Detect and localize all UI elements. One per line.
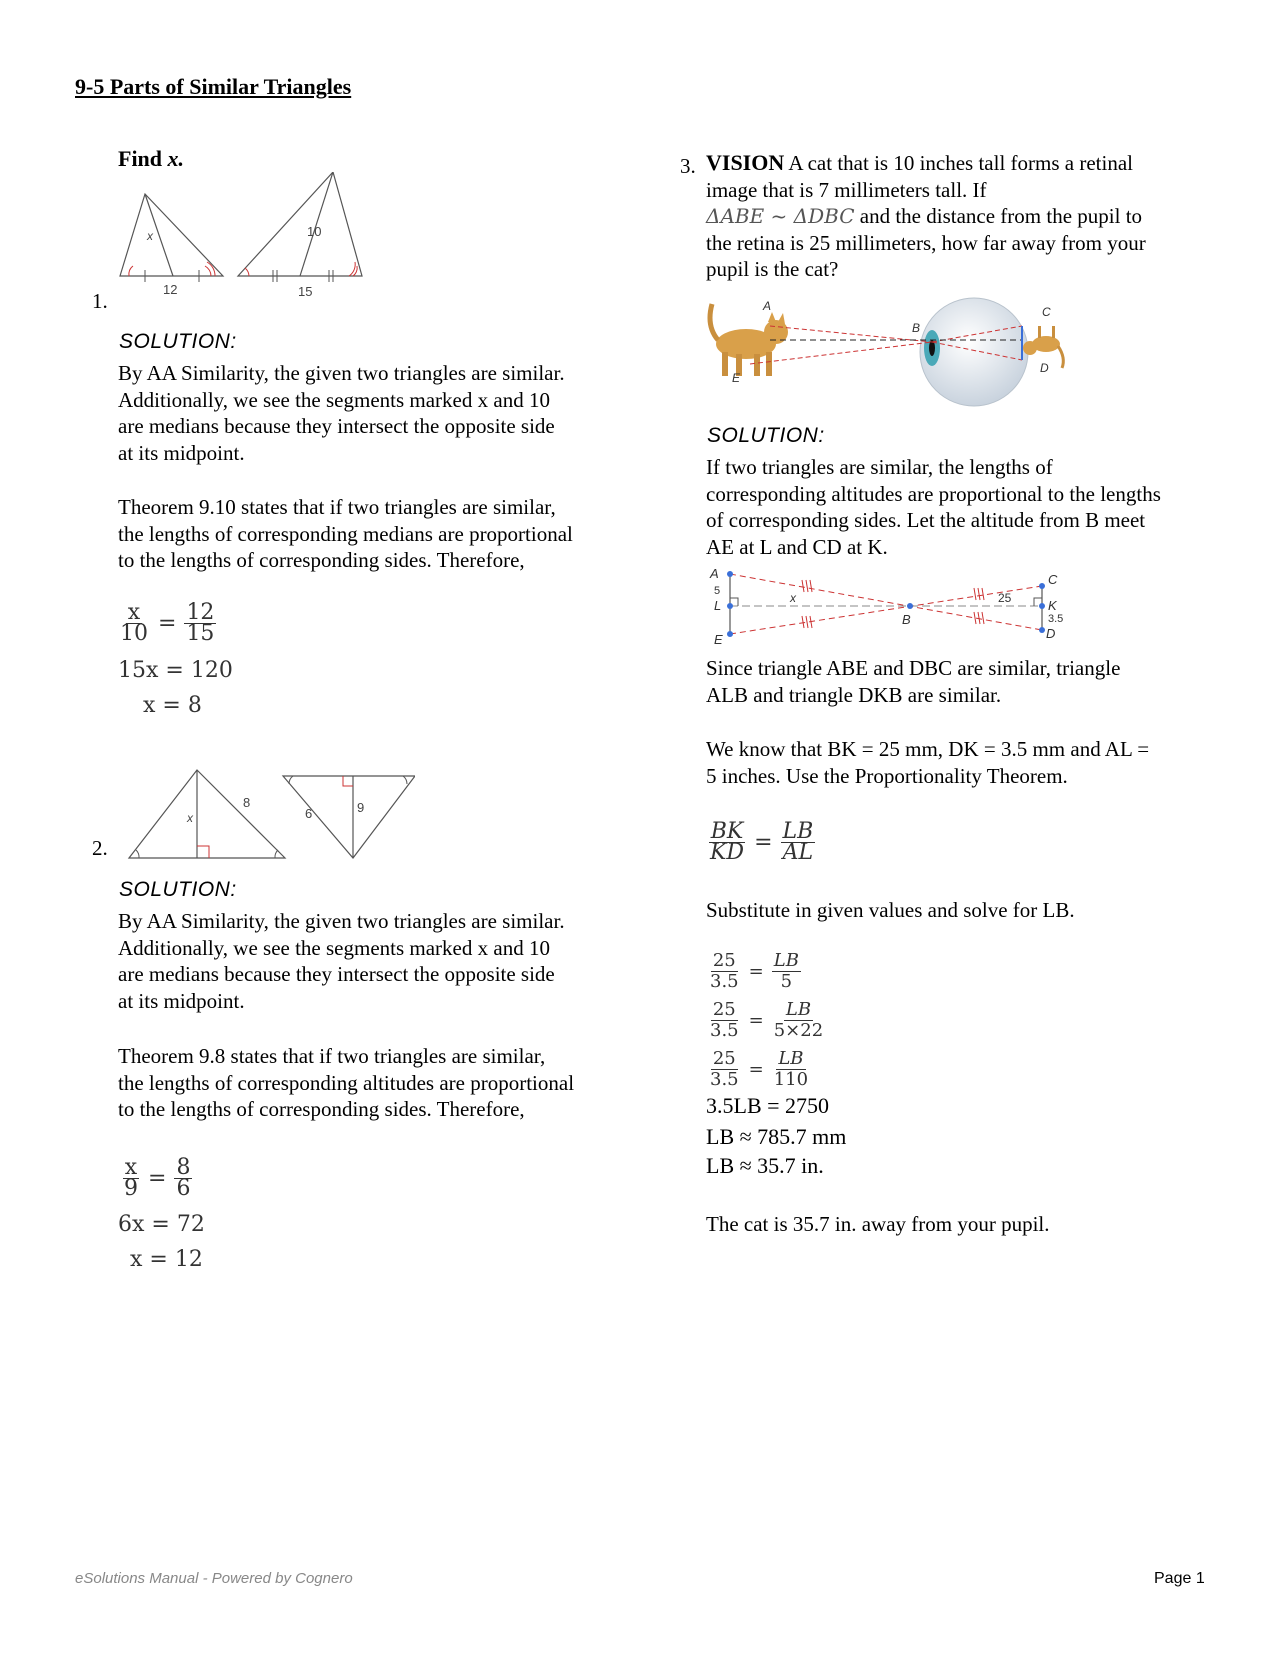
p2-equation-fraction: $\frac{x}{9}$ = $\frac{8}{6}$ [124, 1155, 191, 1201]
p1-para2-line: the lengths of corresponding medians are proportional [118, 521, 573, 546]
frac-den: 6 [176, 1176, 191, 1201]
p1-solution-label: SOLUTION: [119, 330, 237, 353]
frac-num: LB [773, 950, 799, 971]
point-b [907, 603, 913, 609]
p2-equation-line2: 6x = 72 [118, 1212, 205, 1237]
frac-num: LB [785, 999, 812, 1020]
p1-para1-line: at its midpoint. [118, 440, 245, 465]
p3-similarity: ΔABE ~ ΔDBC [706, 204, 855, 228]
p3-heading: VISION [706, 150, 785, 175]
p2-angle-mark [403, 776, 407, 784]
frac-num: BK [710, 819, 744, 844]
p1-angle-mark [129, 266, 133, 276]
frac-den: 3.5 [710, 1020, 739, 1041]
p2-para1 [118, 908, 565, 1014]
p3-proportion: $\frac{BK}{KD}$ = $\frac{LB}{AL}$ [710, 819, 814, 865]
point-a [727, 571, 733, 577]
frac-den: 110 [773, 1069, 809, 1090]
label-3-5: 3.5 [1048, 613, 1064, 625]
p3-para1-line: of corresponding sides. Let the altitude from B meet [706, 508, 1146, 532]
p2-triangle-right [283, 776, 415, 858]
tick-marks [802, 580, 984, 628]
p3-q-line: and the distance from the pupil to [859, 204, 1143, 228]
label-l: L [714, 598, 722, 613]
p2-angle-mark [275, 850, 278, 858]
p2-label-8: 8 [243, 795, 251, 810]
p2-triangle-left [129, 770, 285, 858]
p2-para1-line: are medians because they intersect the opposite side [118, 962, 555, 986]
p1-para1-line: Additionally, we see the segments marked x and 10 [118, 387, 550, 412]
frac-num: 12 [186, 600, 215, 625]
segment-ec [730, 586, 1042, 634]
p2-equation-line3: x = 12 [130, 1247, 203, 1272]
p2-para1-line: By AA Similarity, the given two triangles are similar. [118, 909, 565, 933]
p3-para3-line: 5 inches. Use the Proportionality Theorem. [706, 763, 1068, 788]
frac-den: 3.5 [710, 1069, 739, 1090]
frac-num: 8 [176, 1155, 191, 1180]
p2-para2-line: the lengths of corresponding altitudes are proportional [118, 1070, 575, 1095]
p3-para1-line: AE at L and CD at K. [706, 534, 888, 559]
p1-prompt [118, 146, 184, 173]
p2-number: 2. [92, 836, 108, 860]
p1-para2 [118, 494, 573, 574]
p1-figure [115, 172, 375, 307]
p2-para1-line: Additionally, we see the segments marked x and 10 [118, 935, 550, 960]
label-25: 25 [998, 591, 1012, 605]
frac-den: 9 [124, 1176, 138, 1201]
point-l [727, 603, 733, 609]
label-b: B [912, 321, 921, 335]
p1-label-12: 12 [163, 282, 178, 297]
p3-conclusion: The cat is 35.7 in. away from your pupil. [706, 1212, 1050, 1236]
p3-para1 [706, 454, 1161, 560]
p3-result-3: LB ≈ 35.7 in. [706, 1153, 824, 1178]
frac-num: 25 [712, 950, 736, 971]
frac-den: 15 [186, 621, 215, 646]
p3-para2 [706, 655, 1120, 708]
page-title: 9-5 Parts of Similar Triangles [75, 74, 352, 99]
p3-para1-line: If two triangles are similar, the lengths of [706, 455, 1053, 479]
label-d: D [1046, 626, 1056, 641]
label-x: x [790, 591, 796, 605]
label-d: D [1040, 361, 1049, 375]
p3-result-1: 3.5LB = 2750 [706, 1093, 830, 1118]
p3-q-line: A cat that is 10 inches tall forms a retinal [788, 151, 1133, 175]
p2-figure [125, 762, 415, 862]
label-c: C [1048, 572, 1058, 587]
frac-den: KD [710, 840, 745, 865]
p1-label-x: x [147, 229, 153, 243]
p2-right-angle [343, 776, 353, 786]
p1-equation-fraction: $\frac{x}{10}$ = $\frac{12}{15}$ [120, 600, 215, 646]
frac-num: LB [782, 819, 814, 844]
p3-eq1: $\frac{25}{3.5}$ = $\frac{LB}{5}$ [710, 950, 799, 992]
p3-number: 3. [680, 154, 696, 178]
p2-angle-mark [136, 850, 139, 858]
p1-label-15: 15 [298, 284, 313, 299]
frac-num: x [127, 600, 141, 625]
p2-para2 [118, 1043, 574, 1123]
p1-prompt-find: Find [118, 146, 163, 171]
footer-credit: eSolutions Manual - Powered by Cognero [75, 1570, 353, 1587]
p2-label-x: x [187, 811, 193, 825]
p2-label-6: 6 [305, 806, 313, 821]
p3-para4: Substitute in given values and solve for LB. [706, 898, 1075, 922]
frac-den: 10 [120, 621, 148, 646]
p2-para1-line: at its midpoint. [118, 988, 245, 1013]
p1-number: 1. [92, 289, 108, 313]
p1-angle-mark [205, 266, 211, 276]
p1-para2-line: Theorem 9.10 states that if two triangles are similar, [118, 495, 556, 519]
p1-para1-line: By AA Similarity, the given two triangles are similar. [118, 361, 565, 385]
label-a: A [710, 566, 719, 581]
p1-para2-line: to the lengths of corresponding sides. Therefore, [118, 548, 525, 572]
p3-solution-label: SOLUTION: [707, 424, 825, 447]
p2-label-9: 9 [357, 800, 365, 815]
p1-label-10: 10 [307, 224, 322, 239]
frac-den: AL [782, 840, 814, 865]
frac-num: LB [778, 1048, 804, 1069]
p3-para2-line: ALB and triangle DKB are similar. [706, 682, 1002, 707]
p1-angle-mark [245, 268, 249, 276]
p3-para3-line: We know that BK = 25 mm, DK = 3.5 mm and AL = [706, 737, 1150, 761]
p1-para1-line: are medians because they intersect the opposite side [118, 414, 555, 438]
p1-triangle-left [120, 194, 223, 276]
p3-eye-figure [706, 296, 1076, 408]
p2-para2-line: Theorem 9.8 states that if two triangles are similar, [118, 1044, 546, 1068]
ray-line [750, 342, 932, 364]
point-k [1039, 603, 1045, 609]
p3-result-2: LB ≈ 785.7 mm [706, 1124, 847, 1149]
label-b: B [902, 612, 911, 627]
frac-den: 3.5 [710, 971, 739, 992]
point-d [1039, 627, 1045, 633]
p3-eq2: $\frac{25}{3.5}$ = $\frac{LB}{5\times 22}$ [710, 999, 824, 1041]
label-k: K [1048, 598, 1057, 613]
p1-angle-mark [349, 262, 355, 276]
p3-q-line: the retina is 25 millimeters, how far away from your [706, 230, 1146, 255]
p3-para3 [706, 736, 1149, 789]
p1-prompt-var: x. [167, 146, 185, 171]
page-number: Page 1 [1154, 1570, 1205, 1587]
p1-triangle-right [238, 172, 362, 276]
p3-eq3: $\frac{25}{3.5}$ = $\frac{LB}{110}$ [710, 1048, 809, 1090]
p2-angle-mark [289, 776, 293, 784]
label-c: C [1042, 305, 1051, 319]
cat-icon [710, 304, 788, 376]
frac-num: 25 [712, 999, 736, 1020]
p3-para2-line: Since triangle ABE and DBC are similar, triangle [706, 656, 1121, 680]
p2-right-angle [197, 846, 209, 858]
p2-solution-label: SOLUTION: [119, 878, 237, 901]
frac-num: 25 [712, 1048, 736, 1069]
frac-den: 5 [780, 971, 793, 992]
p3-bowtie-figure [706, 562, 1086, 646]
p2-para2-line: to the lengths of corresponding sides. Therefore, [118, 1097, 525, 1121]
segment-ad [730, 574, 1042, 630]
point-c [1039, 583, 1045, 589]
label-e: E [732, 371, 741, 385]
point-e [727, 631, 733, 637]
p1-equation-line2: 15x = 120 [118, 658, 233, 683]
label-a: A [763, 299, 772, 313]
p3-para1-line: corresponding altitudes are proportional to the lengths [706, 481, 1161, 506]
p1-equation-line3: x = 8 [143, 693, 202, 718]
frac-num: x [124, 1155, 138, 1180]
label-e: E [714, 632, 723, 646]
p1-para1 [118, 360, 565, 466]
frac-den: 5×22 [773, 1020, 824, 1041]
p3-q-line: image that is 7 millimeters tall. If [706, 177, 987, 202]
p3-question [706, 150, 1206, 283]
p3-q-line: pupil is the cat? [706, 257, 839, 281]
label-5: 5 [714, 585, 721, 597]
